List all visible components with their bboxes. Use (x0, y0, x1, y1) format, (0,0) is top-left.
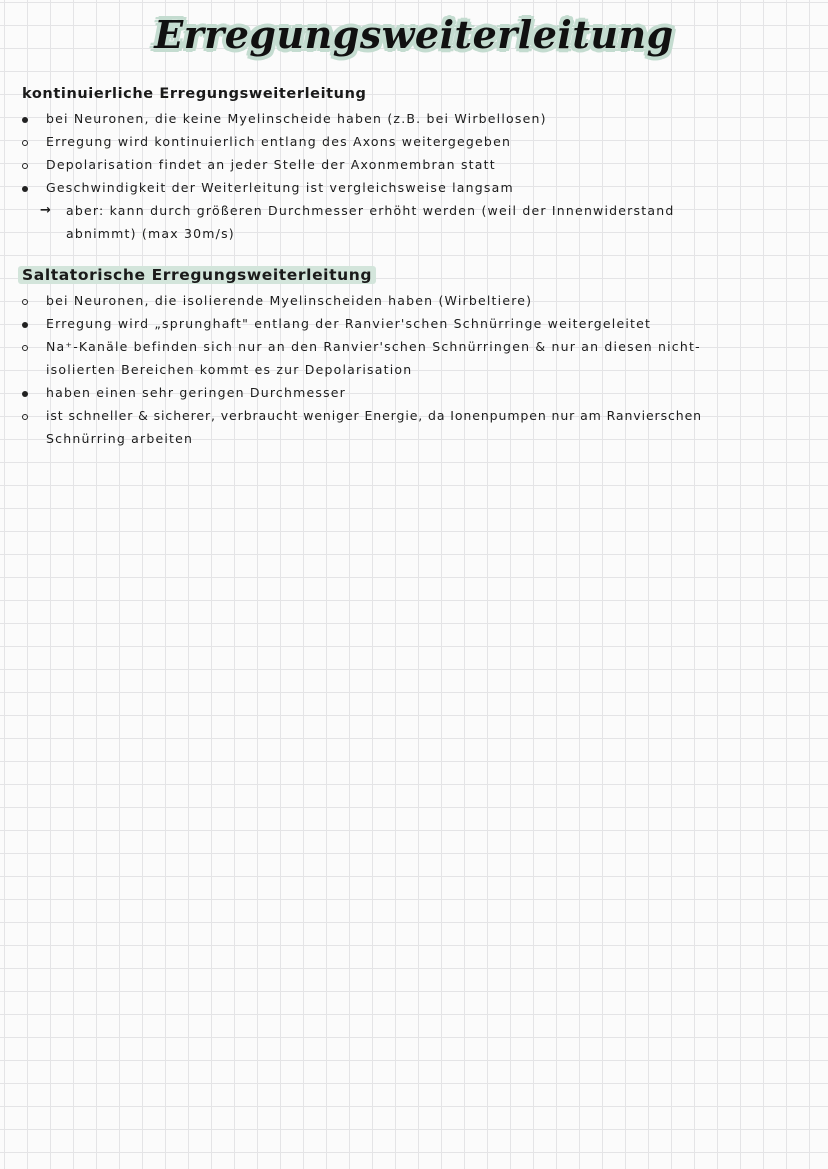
bullet-point (22, 414, 28, 420)
list-item: bei Neuronen, die keine Myelinscheide haben (z.B. bei Wirbellosen) (46, 111, 547, 126)
bullet-point (22, 345, 28, 351)
list-item: Erregung wird „sprunghaft" entlang der Ranvier'schen Schnürringe weitergeleitet (46, 316, 652, 331)
bullet-point (22, 117, 28, 123)
list-item-continuation: isolierten Bereichen kommt es zur Depolarisation (46, 362, 413, 377)
list-item: aber: kann durch größeren Durchmesser erhöht werden (weil der Innenwiderstand (66, 203, 675, 218)
bullet-point (22, 140, 28, 146)
list-item: bei Neuronen, die isolierende Myelinscheiden haben (Wirbeltiere) (46, 293, 533, 308)
section-heading-saltatory: Saltatorische Erregungsweiterleitung (18, 266, 376, 284)
list-item: Depolarisation findet an jeder Stelle der Axonmembran statt (46, 157, 496, 172)
list-item: Erregung wird kontinuierlich entlang des Axons weitergegeben (46, 134, 512, 149)
section-heading-continuous: kontinuierliche Erregungsweiterleitung (22, 86, 367, 102)
bullet-point (22, 391, 28, 397)
list-item: Geschwindigkeit der Weiterleitung ist vergleichsweise langsam (46, 180, 514, 195)
page-title: Erregungsweiterleitung (154, 12, 674, 57)
bullet-point (22, 322, 28, 328)
bullet-point (22, 299, 28, 305)
list-item: Na⁺-Kanäle befinden sich nur an den Ranvier'schen Schnürringen & nur an diesen nicht- (46, 339, 701, 354)
list-item-continuation: Schnürring arbeiten (46, 431, 194, 446)
list-item: haben einen sehr geringen Durchmesser (46, 385, 347, 400)
bullet-point (22, 163, 28, 169)
list-item-continuation: abnimmt) (max 30m/s) (66, 226, 235, 241)
bullet-point (22, 186, 28, 192)
arrow-icon: → (40, 203, 51, 218)
list-item: ist schneller & sicherer, verbraucht weniger Energie, da Ionenpumpen nur am Ranvierschen (46, 408, 703, 423)
